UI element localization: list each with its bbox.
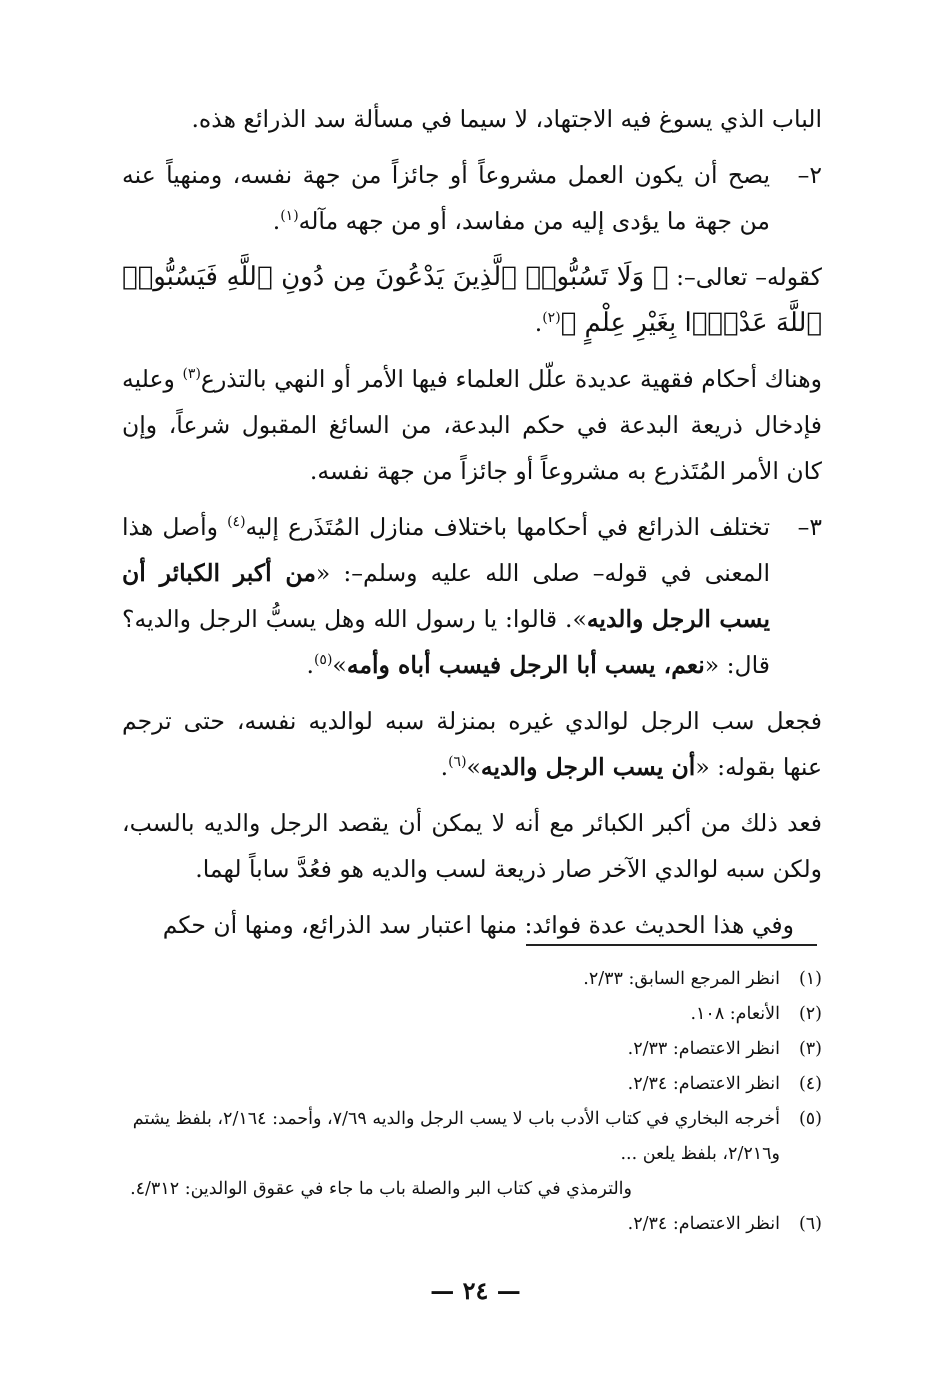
- item-number: ٢–: [797, 161, 822, 189]
- list-item-3: ٣– تختلف الذرائع في أحكامها باختلاف منازل المُتَذَرع إليه$^{(٤)}$ وأصل هذا المعنى في قوله– صلى الله عليه وسلم–: «من أكبر الكبائر أن يسب الرجل والديه». قالوا: يا رسول الله وهل يسبُّ الرجل والديه؟ قال: «نعم، يسب أبا الرجل فيسب أباه وأمه»$^{(٥)}$.: [122, 504, 822, 688]
- footnote-6: (٦) انظر الاعتصام: ٢/٣٤.: [627, 1214, 822, 1234]
- quran-verse: ﴿ وَلَا تَسُبُّوا۟ ٱلَّذِينَ يَدْعُونَ مِن دُونِ ٱللَّهِ فَيَسُبُّوا۟ ٱللَّهَ عَدْوًۢا بِغَيْرِ عِلْمٍ ﴾: [122, 262, 822, 338]
- footnote-ref[interactable]: (٦): [448, 754, 467, 771]
- footnote-2: (٢) الأنعام: ١٠٨.: [690, 1004, 822, 1024]
- footnote-5-continuation: والترمذي في كتاب البر والصلة باب ما جاء في عقوق الوالدين: ٤/٣١٢.: [130, 1179, 632, 1199]
- footnote-ref[interactable]: (٥): [313, 652, 333, 669]
- footnotes: [120, 962, 822, 1242]
- footnote-4: (٤) انظر الاعتصام: ٢/٣٤.: [627, 1074, 822, 1094]
- footnote-separator: [526, 944, 817, 946]
- footnote-3: (٣) انظر الاعتصام: ٢/٣٣.: [627, 1039, 822, 1059]
- page-number: — ٢٤ —: [430, 1276, 521, 1305]
- verse-intro: كقوله– تعالى–:: [676, 263, 822, 291]
- footnote-5: (٥) أخرجه البخاري في كتاب الأدب باب لا يسب الرجل والديه ٧/٦٩، وأحمد: ٢/١٦٤، بلفظ يشتم و٢/٢١٦، بلفظ يلعن ...: [132, 1109, 822, 1164]
- last-paragraph: وفي هذا الحديث عدة فوائد: منها اعتبار سد الذرائع، ومنها أن حكم: [162, 911, 794, 939]
- made-paragraph: فجعل سب الرجل لوالدي غيره بمنزلة سبه لوالديه نفسه، حتى ترجم عنها بقوله: «أن يسب الرجل والديه»$^{(٦)}$.: [122, 707, 822, 781]
- list-item-2: ٢– يصح أن يكون العمل مشروعاً أو جائزاً من جهة نفسه، ومنهياً عنه من جهة ما يؤدى إليه من مفاسد، أو من جهه مآله$^{(١)}$.: [122, 152, 822, 244]
- hadith-text: من أكبر الكبائر أن يسب الرجل والديه: [122, 559, 771, 633]
- chapter-title: أن يسب الرجل والديه: [480, 753, 696, 781]
- counted-paragraph: فعد ذلك من أكبر الكبائر مع أنه لا يمكن أن يقصد الرجل والديه بالسب، ولكن سبه لوالدي الآخر صار ذريعة لسب والديه هو فعُدَّ ساباً لهما.: [122, 809, 822, 883]
- footnote-1: (١) انظر المرجع السابق: ٢/٣٣.: [583, 969, 822, 989]
- rulings-paragraph: وهناك أحكام فقهية عديدة علّل العلماء فيها الأمر أو النهي بالتذرع$^{(٣)}$ وعليه فإدخال ذريعة البدعة في حكم البدعة، من السائغ المقبول شرعاً، وإن كان الأمر المُتَذرع به مشروعاً أو جائزاً من جهة نفسه.: [122, 365, 822, 485]
- footnote-ref[interactable]: (٤): [227, 514, 246, 531]
- hadith-text: نعم، يسب أبا الرجل فيسب أباه وأمه: [346, 651, 705, 679]
- footnote-ref[interactable]: (١): [280, 208, 299, 225]
- footnote-ref[interactable]: (٢): [542, 310, 561, 327]
- item-text: يصح أن يكون العمل مشروعاً أو جائزاً من جهة نفسه، ومنهياً عنه من جهة ما يؤدى إليه من مفاسد، أو من جهه مآله: [122, 161, 770, 235]
- verse-paragraph: كقوله– تعالى–: ﴿ وَلَا تَسُبُّوا۟ ٱلَّذِينَ يَدْعُونَ مِن دُونِ ٱللَّهِ فَيَسُبُّوا۟ ٱللَّهَ عَدْوًۢا بِغَيْرِ عِلْمٍ ﴾$^{(٢)}$.: [122, 262, 822, 338]
- intro-paragraph: الباب الذي يسوغ فيه الاجتهاد، لا سيما في مسألة سد الذرائع هذه.: [191, 105, 822, 133]
- main-text: [122, 96, 822, 958]
- footnote-ref[interactable]: (٣): [182, 366, 201, 383]
- item-number: ٣–: [797, 513, 822, 541]
